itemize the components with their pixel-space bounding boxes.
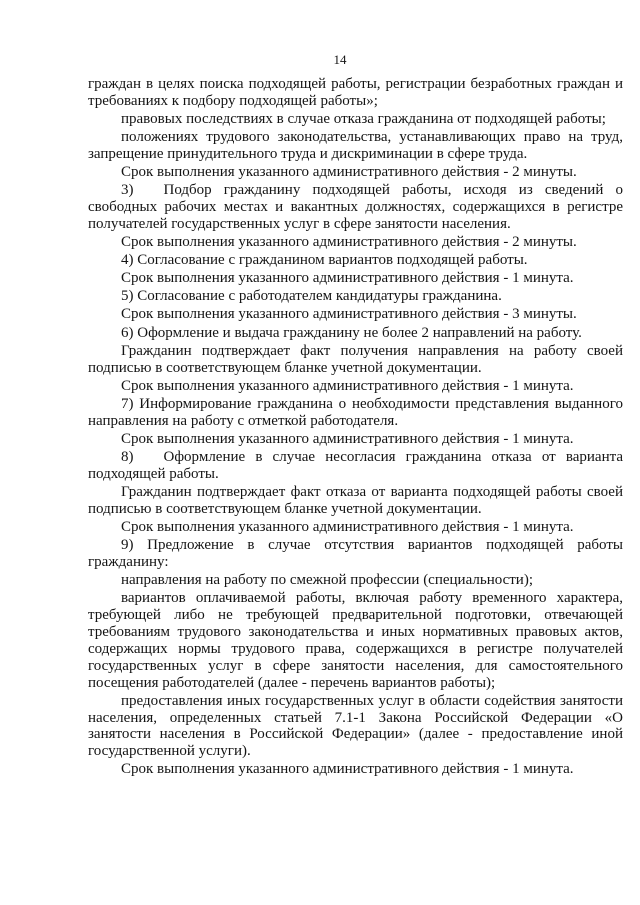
paragraph: Срок выполнения указанного административного действия - 1 минута. bbox=[121, 270, 574, 287]
paragraph: 5) Согласование с работодателем кандидатуры гражданина. bbox=[121, 288, 502, 305]
paragraph: Гражданин подтверждает факт отказа от варианта подходящей работы своей подписью в соответствующем бланке учетной документации. bbox=[88, 483, 623, 517]
item-number: 3) bbox=[121, 182, 134, 199]
paragraph: 6) Оформление и выдача гражданину не более 2 направлений на работу. bbox=[121, 324, 582, 341]
item-number: 8) bbox=[121, 448, 134, 465]
paragraph: Гражданин подтверждает факт получения направления на работу своей подписью в соответствующем бланке учетной документации. bbox=[88, 342, 623, 376]
paragraph: Срок выполнения указанного административного действия - 2 минуты. bbox=[121, 234, 577, 251]
page-number: 14 bbox=[333, 52, 347, 67]
paragraph: правовых последствиях в случае отказа гражданина от подходящей работы; bbox=[121, 111, 606, 127]
paragraph: Срок выполнения указанного административного действия - 3 минуты. bbox=[121, 306, 577, 323]
paragraph: 9) Предложение в случае отсутствия вариантов подходящей работы гражданину: bbox=[88, 536, 623, 570]
paragraph: 7) Информирование гражданина о необходимости представления выданного направления на работу с отметкой работодателя. bbox=[88, 395, 623, 429]
item-text: Оформление в случае несогласия гражданина отказа от варианта подходящей работы. bbox=[88, 448, 623, 482]
paragraph: Срок выполнения указанного административного действия - 1 минута. bbox=[121, 377, 574, 394]
paragraph: Срок выполнения указанного административного действия - 1 минута. bbox=[121, 518, 574, 535]
paragraph: направления на работу по смежной профессии (специальности); bbox=[121, 571, 534, 588]
paragraph: вариантов оплачиваемой работы, включая работу временного характера, требующей либо не требующей предварительной подготовки, отвечающей требованиям трудового законодательства и иных нормативных правовых актов, содержащих нормы трудового права, содержащихся в регистре получателей государственных услуг в сфере занятости населения, для самостоятельного посещения работодателей (далее - перечень вариантов работы); bbox=[88, 590, 623, 691]
paragraph: Срок выполнения указанного административного действия - 1 минута. bbox=[121, 761, 574, 778]
paragraph: Срок выполнения указанного административного действия - 1 минута. bbox=[121, 430, 574, 447]
document-body bbox=[88, 76, 623, 780]
paragraph: граждан в целях поиска подходящей работы, регистрации безработных граждан и требованиях к подбору подходящей работы»; bbox=[88, 76, 623, 109]
item-text: Подбор гражданину подходящей работы, исходя из сведений о свободных рабочих местах и вакантных должностях, содержащихся в регистре получателей государственных услуг в сфере занятости населения. bbox=[88, 182, 623, 232]
paragraph-item-3 bbox=[88, 182, 623, 233]
paragraph-item-8 bbox=[88, 449, 623, 483]
paragraph: 4) Согласование с гражданином вариантов подходящей работы. bbox=[121, 252, 528, 269]
paragraph: положениях трудового законодательства, устанавливающих право на труд, запрещение принудительного труда и дискриминации в сфере труда. bbox=[88, 129, 623, 162]
paragraph: предоставления иных государственных услуг в области содействия занятости населения, определенных статьей 7.1-1 Закона Российской Федерации «О занятости населения в Российской Федерации» (далее - предоставление иной государственной услуги). bbox=[88, 692, 623, 760]
paragraph: Срок выполнения указанного административного действия - 2 минуты. bbox=[121, 164, 577, 181]
